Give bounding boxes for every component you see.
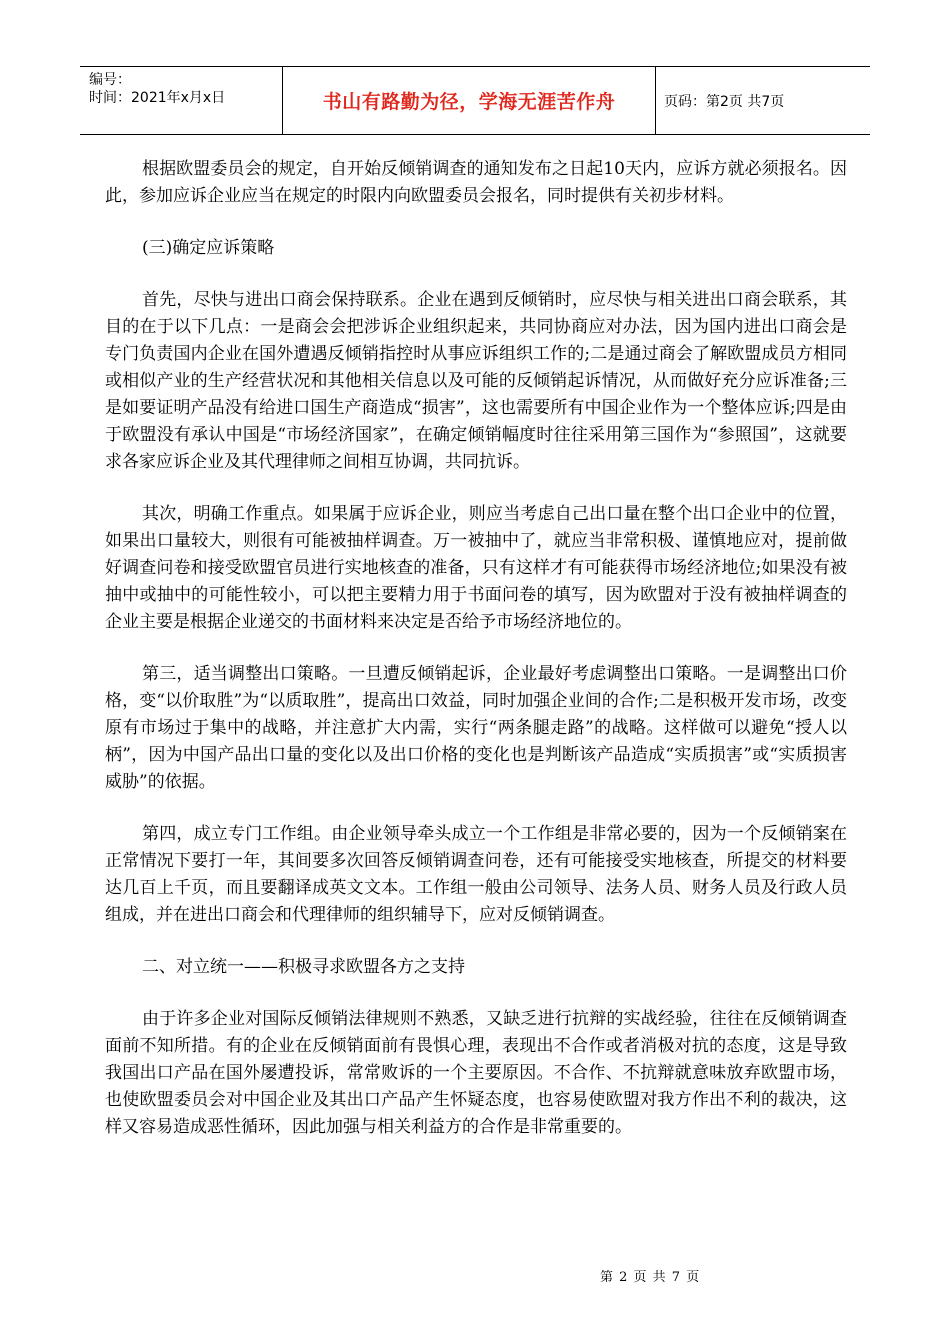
paragraph-third: 第三，适当调整出口策略。一旦遭反倾销起诉，企业最好考虑调整出口策略。一是调整出口价格，变“以价取胜”为“以质取胜”，提高出口效益，同时加强企业间的合作;二是积极开发市场，改变原有市场过于集中的战略，并注意扩大内需，实行“两条腿走路”的战略。这样做可以避免“授人以柄”，因为中国产品出口量的变化以及出口价格的变化也是判断该产品造成“实质损害”或“实质损害威胁”的依据。	[105, 664, 847, 792]
header-page-info: 页码：第2页 共7页	[664, 93, 785, 110]
serial-number-label: 编号：	[89, 72, 131, 88]
section-heading-support: 二、对立统一——积极寻求欧盟各方之支持	[142, 957, 465, 977]
document-body	[105, 156, 847, 1166]
paragraph-registration: 根据欧盟委员会的规定，自开始反倾销调查的通知发布之日起10天内，应诉方就必须报名。因此，参加应诉企业应当在规定的时限内向欧盟委员会报名，同时提供有关初步材料。	[105, 159, 847, 206]
header-motto-cell	[283, 67, 656, 134]
date-line: 时间：2021年x月x日	[89, 90, 226, 106]
header-page-info-cell	[656, 67, 870, 134]
paragraph-second: 其次，明确工作重点。如果属于应诉企业，则应当考虑自己出口量在整个出口企业中的位置，如果出口量较大，则很有可能被抽样调查。万一被抽中了，就应当非常积极、谨慎地应对，提前做好调查问卷和接受欧盟官员进行实地核查的准备，只有这样才有可能获得市场经济地位;如果没有被抽中或抽中的可能性较小，可以把主要精力用于书面问卷的填写，因为欧盟对于没有被抽样调查的企业主要是根据企业递交的书面材料来决定是否给予市场经济地位的。	[105, 504, 847, 632]
header-meta	[80, 67, 283, 134]
paragraph-cooperation: 由于许多企业对国际反倾销法律规则不熟悉，又缺乏进行抗辩的实战经验，往往在反倾销调查面前不知所措。有的企业在反倾销面前有畏惧心理，表现出不合作或者消极对抗的态度，这是导致我国出口产品在国外屡遭投诉，常常败诉的一个主要原因。不合作、不抗辩就意味放弃欧盟市场，也使欧盟委员会对中国企业及其出口产品产生怀疑态度，也容易使欧盟对我方作出不利的裁决，这样又容易造成恶性循环，因此加强与相关利益方的合作是非常重要的。	[105, 1009, 847, 1137]
paragraph-fourth: 第四，成立专门工作组。由企业领导牵头成立一个工作组是非常必要的，因为一个反倾销案在正常情况下要打一年，其间要多次回答反倾销调查问卷，还有可能接受实地核查，所提交的材料要达几百上千页，而且要翻译成英文文本。工作组一般由公司领导、法务人员、财务人员及行政人员组成，并在进出口商会和代理律师的组织辅导下，应对反倾销调查。	[105, 824, 847, 925]
section-heading-strategy: (三)确定应诉策略	[142, 238, 275, 258]
page-header	[80, 66, 870, 135]
paragraph-first: 首先，尽快与进出口商会保持联系。企业在遇到反倾销时，应尽快与相关进出口商会联系，其目的在于以下几点：一是商会会把涉诉企业组织起来，共同协商应对办法，因为国内进出口商会是专门负责国内企业在国外遭遇反倾销指控时从事应诉组织工作的;二是通过商会了解欧盟成员方相同或相似产业的生产经营状况和其他相关信息以及可能的反倾销起诉情况，从而做好充分应诉准备;三是如要证明产品没有给进口国生产商造成“损害”，这也需要所有中国企业作为一个整体应诉;四是由于欧盟没有承认中国是“市场经济国家”，在确定倾销幅度时往往采用第三国作为“参照国”，这就要求各家应诉企业及其代理律师之间相互协调，共同抗诉。	[105, 290, 847, 472]
header-motto: 书山有路勤为径，学海无涯苦作舟	[322, 91, 616, 113]
page-footer-number: 第 2 页 共 7 页	[600, 1270, 701, 1285]
